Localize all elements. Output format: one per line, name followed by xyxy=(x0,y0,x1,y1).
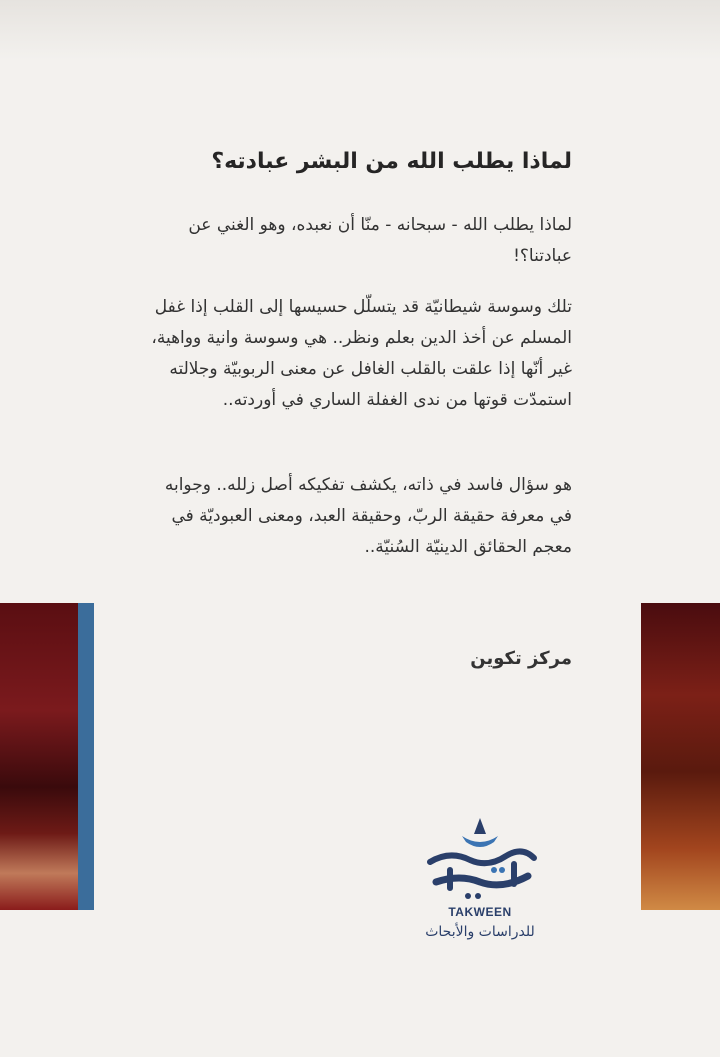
top-shadow xyxy=(0,0,720,60)
paragraph-1: لماذا يطلب الله - سبحانه - منّا أن نعبده، وهو الغني عن عبادتنا؟! xyxy=(188,215,572,266)
signature: مركز تكوين xyxy=(470,648,572,669)
right-photo-band xyxy=(641,603,720,910)
logo-mark-icon xyxy=(410,812,550,904)
paragraph-3: هو سؤال فاسد في ذاته، يكشف تفكيكه أصل زلله.. وجوابه في معرفة حقيقة الربّ، وحقيقة العبد، ومعنى العبوديّة في معجم الحقائق الدينيّة السُنيّة.. xyxy=(164,475,572,557)
logo-latin-text: TAKWEEN xyxy=(448,905,512,919)
takween-logo xyxy=(410,812,550,962)
left-blue-stripe xyxy=(78,603,94,910)
left-photo-band xyxy=(0,603,78,910)
paragraph-2: تلك وسوسة شيطانيّة قد يتسلّل حسيسها إلى القلب إذا غفل المسلم عن أخذ الدين بعلم ونظر.. هي وسوسة وانية وواهية، غير أنّها إذا علقت بالقلب الغافل عن معنى الربوبيّة وجلالته استمدّت قوتها من ندى الغفلة الساري في أوردته.. xyxy=(151,297,572,410)
logo-subtitle: للدراسات والأبحاث xyxy=(425,924,535,940)
page-title: لماذا يطلب الله من البشر عبادته؟ xyxy=(211,149,572,174)
